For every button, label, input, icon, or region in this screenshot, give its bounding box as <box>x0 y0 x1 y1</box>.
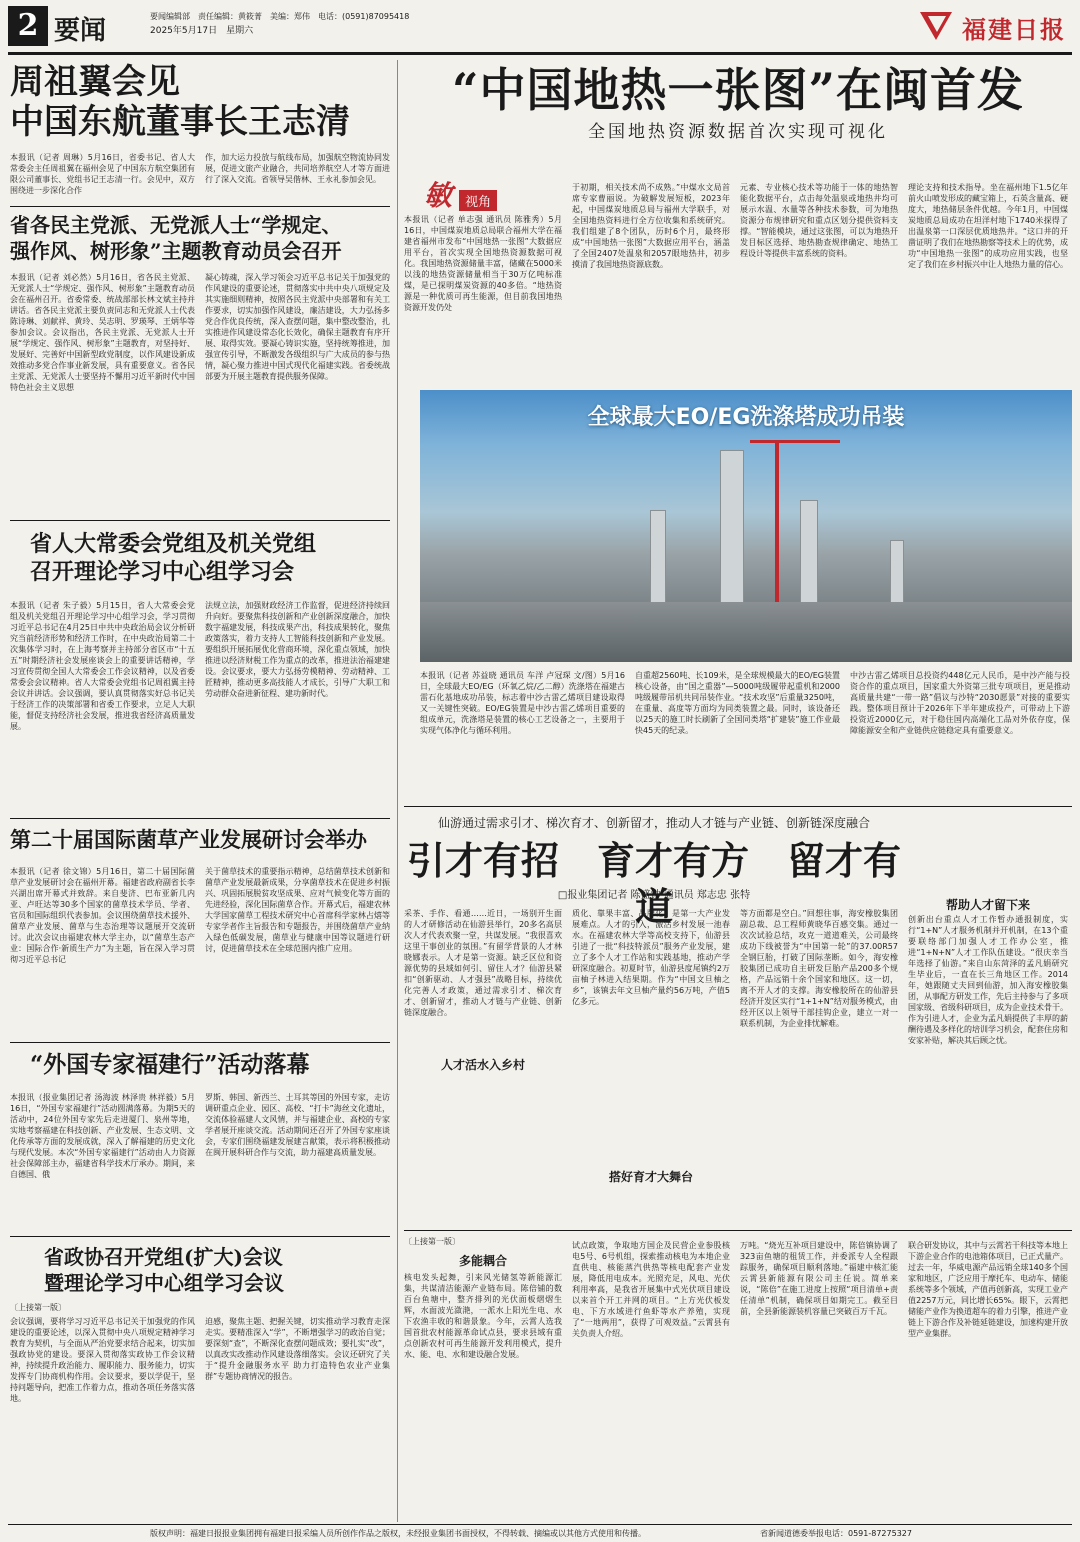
hero-body-col2: 于初期，相关技术尚不成熟。”中煤水文局首席专家曹丽说。为破解发展短板，2023年起，中国煤炭地质总局与福州大学联手，对全国地热资料进行全方位收集和系统研究。我们组建了8个团队，历时6个月，最终形成“中国地热一张图”大数据应用平台，涵盖了全国2407处温泉和2057眼地热井，初步摸清了我国地热资源底数。 <box>572 183 730 269</box>
article-body-col1: 本报讯（记者 徐文锦）5月16日，第二十届国际菌草产业发展研讨会在福州开幕。福建省政府副省长李兴湖出席开幕式并致辞。来自斐济、巴布亚新几内亚、卢旺达等30多个国家的菌草技术学员、学者、官员和国际组织代表参加。会议围绕菌草技术援外、菌草产业发展、菌草与生态治理等议题展开交流研讨。此次会议由福建农林大学主办，以“菌草生态产业：国际合作·新质生产力”为主题，旨在深入学习贯彻习近平总书记 <box>10 867 195 964</box>
section-rule <box>10 818 390 819</box>
hero-subtitle: 全国地热资源数据首次实现可视化 <box>588 122 888 142</box>
footer-copyright: 版权声明：福建日报报业集团拥有福建日报采编人员所创作作品之版权，未经报业集团书面授权，不得转载、摘编或以其他方式使用和传播。 <box>150 1529 646 1538</box>
article-body-col2: 迫感，聚焦主题、把握关键，切实推动学习教育走深走实。要精准深入“学”，不断增强学习的政治自觉；要深刻“查”，不断深化查摆问题成效；要扎实“改”，以真改实改推动作风建设落细落实。会议还研究了关于“提升金融服务水平 助力打造特色农业产业集群”专题协商情况的报告。 <box>205 1317 390 1381</box>
article-body-col2: 作，加大运力投放与航线布局，加强航空物流协同发展，促进文旅产业融合，共同培养航空人才等方面进行了深入交流。省领导吴偕林、王永礼参加会见。 <box>205 153 390 184</box>
article-talent <box>404 812 1072 1224</box>
photo-caption-title: 全球最大EO/EG洗涤塔成功吊装 <box>587 405 905 430</box>
article-title-line2: 召开理论学习中心组学习会 <box>30 559 295 585</box>
photo-text-col1: 本报讯（记者 苏益晓 通讯员 车洋 卢冠琛 文/图）5月16日，全球最大EO/EG（环氧乙烷/乙二醇）洗涤塔在福建古雷石化基地成功吊装，标志着中沙古雷乙烯项目建设取得又一关键性突破。EO/EG装置是中沙古雷乙烯项目重要的组成单元，洗涤塔是装置的核心工艺设备之一，主要用于实现气体净化与循环利用。 <box>420 671 625 735</box>
article-title: 第二十届国际菌草产业发展研讨会举办 <box>10 827 367 852</box>
energy-body-col1: 核电发头起舞，引来风光储氢等新能源汇集，共谋清洁能源产业链布局。陈倍铺的数百台鱼塘中，整齐排列的光伏面板熠熠生辉，水面波光潋滟，一派水上阳光生电、水下农渔丰收的和谐景象。今年，云霄人选我国首批农村能源革命试点县，要求县域有重点创新农村可再生能源开发利用模式，提升水、能、电、水和建设融合发展。 <box>404 1273 562 1359</box>
section-rule <box>404 1230 1072 1231</box>
logo-text: 福建日报 <box>962 15 1066 44</box>
article-body-col1: 会议强调，要将学习习近平总书记关于加强党的作风建设的重要论述，以深入贯彻中央八项规定精神学习教育为契机，与全面从严治党要求结合起来，切实加强政协党的建设。要深入贯彻落实政协工作会议精神，持续提升政治能力、履职能力、服务能力，切实发挥专门协商机构作用。会议要求，要以学促干，坚持问题导向，把准工作着力点，推动各项任务落实落地。 <box>10 1317 195 1403</box>
column-tag-sub: 视角 <box>459 190 497 211</box>
hero-article-geothermal <box>404 62 1072 410</box>
column-tag <box>424 174 524 212</box>
page-number-badge <box>8 6 48 46</box>
article-body-col2: 法规立法，加强财政经济工作监督，促进经济持续回升向好。要聚焦科技创新和产业创新深度融合，加快数字福建发展，科技成果产出，科技成果转化，聚焦政策落实，着力支持人工智能科技创新和产业发展。要组织开展拓展优化营商环境，深化重点领域，加快推进以经济财税工作为重点的改革，推进法治福建建设。会议要求，要大力弘扬劳模精神、劳动精神、工匠精神，推动更多高技能人才成长，引导广大职工和劳动群众奋进新征程、建功新时代。 <box>205 601 390 698</box>
article-title-line1: 省人大常委会党组及机关党组 <box>30 531 317 557</box>
article-juncao-conference <box>10 826 390 1036</box>
article-body-col2: 关于菌草技术的重要指示精神，总结菌草技术创新和菌草产业发展最新成果，分享菌草技术在促进乡村振兴、巩固拓展脱贫攻坚成果、应对气候变化等方面的先进经验，深化国际菌草合作。开幕式后，福建农林大学国家菌草工程技术研究中心首席科学家林占熺等专家学者作主旨报告和专题报告，并围绕菌草产业纳入绿色低碳发展，菌草业与健康中国等议题进行研讨，促进菌草技术在全球范围内推广应用。 <box>205 867 390 953</box>
article-title-line2: 强作风、树形象”主题教育动员会召开 <box>10 239 342 263</box>
talent-body-col1: 采茶、手作、看通……近日，一场别开生面的人才研修活动在仙游县举行，20多名高层次人才代表欢聚一堂，共谋发展。“我很喜欢这里干事创业的氛围。”有留学背景的人才林晓娜表示。人才是第一资源。缺乏区位和资源优势的县域如何引、留住人才？仙游县紧扣“创新驱动、人才强县”战略目标，持续优化完善人才政策，通过需求引才、梯次育才、创新留才，推动人才链与产业链、创新链深度融合。 <box>404 909 562 1017</box>
column-tag-main: 敏 <box>424 179 453 212</box>
talent-kicker: 仙游通过需求引才、梯次育才、创新留才，推动人才链与产业链、创新链深度融合 <box>437 816 870 830</box>
energy-subhead: 多能耦合 <box>458 1254 507 1268</box>
article-npc-study <box>10 530 390 810</box>
talent-subhead-2: 搭好育才大舞台 <box>608 1170 693 1184</box>
article-body-col1: 本报讯（报业集团记者 汤海波 林泽贵 林祥毅）5月16日，“外国专家福建行”活动圆满落幕。为期5天的活动中，24位外国专家先后走进厦门、泉州等地，实地考察福建在科技创新、产业发展、生态文明、文化传承等方面的发展成就，深入了解福建的历史文化与现代发展。本次“外国专家福建行”活动由人力资源社会保障部主办，福建省科学技术厅承办。期间，来自德国、俄 <box>10 1093 195 1179</box>
article-cppcc-meeting <box>10 1244 390 1520</box>
page-number: 2 <box>17 8 39 43</box>
article-body-col1: 本报讯（记者 刘必然）5月16日，省各民主党派、无党派人士“学规定、强作风、树形象”主题教育动员会在福州召开。省委常委、统战部部长林文斌主持并讲话。省各民主党派主要负责同志和无党派人士代表陈诗琳、刘献祥、黄玲、吴志明、罗瑛琴、王炳华等参加会议。会议指出，各民主党派、无党派人士开展“学规定、强作风、树形象”主题教育，对坚持好、发展好、完善好中国新型政党制度，以作风建设新成效推动多党合作事业新发展，具有重要意义。省各民主党派、无党派人士要坚持不懈用习近平新时代中国特色社会主义思想 <box>10 273 195 392</box>
hero-body-col3: 元素、专业核心技术等功能于一体的地热智能化数据平台，点击每处温泉或地热井均可展示水温、水量等各种技术参数，可为地热资源分布规律研究和重点区划分提供资料支撑。“智能模块，通过这张图，可以为地热开发目标区选择、地热勘查规律确定、地热工程设计等提供丰富系统的资料。 <box>740 183 898 258</box>
section-rule <box>404 806 1072 807</box>
talent-body-col3: 等方面都是空白。”回想往事，海安橡胶集团副总裁、总工程师黄晓华百感交集。通过一次次试验总结，攻克一道道难关，公司最终成功下线被誉为“中国第一轮”的37.00R57全钢巨胎，打破了国际垄断。如今，海安橡胶集团已成功自主研发巨胎产品200多个规格，产品远销十余个国家和地区。这一切，离不开人才的支撑。海安橡胶所在的仙游县经济开发区实行“1+1+N”结对服务模式，由经开区以上领导干部挂钩企业，建立一对一联系机制，为企业排忧解难。 <box>740 909 898 1028</box>
hero-body-col1: 本报讯（记者 单志强 通讯员 陈雅秀）5月16日，中国煤炭地质总局联合福州大学在福建省福州市发布“中国地热一张图”大数据应用平台，首次实现全国地热资源数据可视化。我国地热资源储量丰富，储藏在5000米以浅的地热资源储量相当于30万亿吨标准煤，是已探明煤炭资源的40多倍。“地热资源是一种优质可再生能源，但目前我国地热资源开发仍处 <box>404 215 562 312</box>
section-rule <box>10 520 390 521</box>
photo-story <box>420 670 1072 800</box>
article-title-line2: 中国东航董事长王志清 <box>10 102 350 142</box>
article-meeting-eastern-airlines <box>10 62 390 200</box>
masthead-rule <box>8 52 1072 55</box>
photo-text-col2: 自重超2560吨、长109米，是全球规模最大的EO/EG装置核心设备，由“国之重器”—5000吨级履带起重机和2000吨级履带吊机共同吊装作业。“技术攻坚”后重量3250吨，在重量、高度等方面均为同类装置之最。同时，该设备还以25天的施工时长刷新了全国同类塔“扩建装”施工作业最快45天的纪录。 <box>635 671 840 735</box>
talent-body-col4: 创新出台重点人才工作暂办通报制度，实行“1+N”人才服务机制并开机制，在13个重要联络部门加强人才工作办公室，推进“1+N+N”人才工作队伍建设。“很庆幸当年选择了仙游。”来自山东菏泽的孟凡娟研究生毕业后，一直在长三角地区工作。2014年，她跟随丈夫回到仙游，加入海安橡胶集团，从事配方研发工作，先后主持参与了多项国家级、省级科研项目，成为企业技术骨干。作为引进人才，企业为孟凡娟提供了丰厚的薪酬待遇及多样化的培训学习机会，配套住房和安家补贴，解决其后顾之忧。 <box>908 915 1068 1045</box>
article-title-line2: 暨理论学习中心组学习会议 <box>44 1271 284 1295</box>
talent-byline: □报业集团记者 陈盛钟 通讯员 郑志忠 张特 <box>557 890 751 901</box>
hero-title: “中国地热一张图”在闽首发 <box>452 63 1024 117</box>
talent-headline: 引才有招 育才有方 留才有道 <box>406 838 901 929</box>
section-rule <box>10 1042 390 1043</box>
energy-body-col2: 试点政策，争取地方国企及民营企业参股核电5号、6号机组，探索推动核电为本地企业直供电、核能蒸汽供热等核电配套产业发展，降低用电成本。光照充足，风电、光伏利用率高，是我省开展集中式光伏项目建设以来首个开工并网的项目。“上方光伏板发电、下方水域进行鱼虾等水产养殖，实现了“一地两用”，获得了可观效益。”云霄县有关负责人介绍。 <box>572 1241 730 1338</box>
article-title-line1: 省政协召开党组(扩大)会议 <box>44 1245 283 1269</box>
article-body-col1: 本报讯（记者 朱子毅）5月15日，省人大常委会党组及机关党组召开理论学习中心组学习会，学习贯彻习近平总书记在4月25日中共中央政治局会议分析研究当前经济形势和经济工作时，在中央政治局第二十次集体学习时，在上海考察并主持部分省区市“十五五”时期经济社会发展座谈会上的重要讲话精神，学习宣传贯彻全国人大常委会工作会议精神，以及省委常委会会议精神。省人大常委会党组书记周祖翼主持会议并讲话。会议强调，要认真贯彻落实好总书记关于经济工作的决策部署和省委工作要求，立足人大职能，督促支持经济社会发展，推进我省经济高质量发展。 <box>10 601 195 731</box>
footer-hotline: 省新闻道德委举报电话：0591-87275327 <box>760 1529 912 1538</box>
photo-washing-tower <box>420 390 1072 662</box>
article-title-line1: 省各民主党派、无党派人士“学规定、 <box>10 213 342 237</box>
energy-body-col3: 万吨。“烧光互补项目建设中，陈倍镇协调了323亩鱼塘的租赁工作，并委派专人全程跟踪服务，确保项目顺利落地。”福建中核汇能云霄县新能源有限公司主任说。简单来说，“陈倍”在施工进度上按照“项目清单+责任清单”机制，确保项目如期完工。截至目前，全县新能源装机容量已突破百万千瓦。 <box>740 1241 898 1316</box>
footer-rule <box>8 1524 1072 1525</box>
article-title: “外国专家福建行”活动落幕 <box>30 1051 310 1078</box>
plant-ground <box>420 602 1072 662</box>
article-title-line1: 周祖翼会见 <box>10 62 180 102</box>
section-rule <box>10 1236 390 1237</box>
article-democratic-parties <box>10 212 390 512</box>
section-rule <box>10 206 390 207</box>
article-body-col1: 本报讯（记者 周琳）5月16日，省委书记、省人大常委会主任周祖翼在福州会见了中国东方航空集团有限公司董事长、党组书记王志清一行。会见中，双方围绕进一步深化合作 <box>10 153 195 195</box>
article-body-col2: 凝心铸魂，深入学习领会习近平总书记关于加强党的作风建设的重要论述，贯彻落实中共中央八项规定及其实施细则精神，按照各民主党派中央部署和有关工作要求，切实加强作风建设，廉洁建设，大力弘扬多党合作优良传统，深入查摆问题，集中整改整治，扎实推进作风建设常态化长效化，确保主题教育有序开展、取得实效。要凝心铸识实施，坚持统筹推进，加强宣传引导，不断激发各级组织与广大成员的参与热情，凝心聚力推进中国式现代化福建实践。省委统战部要为开展主题教育提供服务保障。 <box>205 273 390 381</box>
logo-mark-icon <box>918 8 956 42</box>
continued-note: 〔上接第一版〕 <box>404 1237 460 1246</box>
talent-subhead-1: 人才活水入乡村 <box>440 1058 525 1072</box>
continued-note: 〔上接第一版〕 <box>10 1303 66 1312</box>
talent-subhead-3: 帮助人才留下来 <box>945 898 1030 912</box>
masthead <box>8 6 1072 50</box>
article-foreign-experts <box>10 1050 390 1230</box>
talent-body-col2: 质化、靠果丰富、品牌化，是第一大产业发展难点。人才的引入，激活乡村发展一池春水。在福建农林大学等高校支持下，仙游县引进了一批“科技特派员”服务产业发展，建立了多个人才工作站和实践基地，推动产学研深度融合。初夏时节，仙游县度尾镇约2万亩柚子林进入结果期。作为“中国文旦柚之乡”，该镇去年文旦柚产量约56万吨，产值5亿多元。 <box>572 909 730 1006</box>
column-divider <box>397 60 398 1522</box>
photo-text-col3: 中沙古雷乙烯项目总投资约448亿元人民币，是中沙产能与投资合作的重点项目，国家重大外资第三批专项项目，更是推动高质量共建“一带一路”倡议与沙特“2030愿景”对接的重要实践。整体项目预计于2026年下半年建成投产，可带动上下游投资近2000亿元，对于稳住国内高端化工品对外依存度，保障能源安全和产业链供应链稳定具有重要意义。 <box>850 671 1070 735</box>
energy-body-col4: 联合研发协议，其中与云霄若干科技等本地上下游企业合作的电池箱体项目，已正式量产。过去一年，华威电源产品远销全球140多个国家和地区，广泛应用于摩托车、电动车、储能系统等多个领域，产值再创新高，实现工业产值2257万元，同比增长65%。眼下，云霄把储能产业作为换道超车的着力引擎，推进产业链上下游合作及补链延链建设，加速构建开放型产业集群。 <box>908 1241 1068 1338</box>
crane-jib <box>750 440 840 443</box>
hero-body-col4: 理论支持和技术指导。坐在福州地下1.5亿年前火山喷发形成的藏宝箱上，石英含量高、硬度大，地热储层条件优越。今年1月，中国煤炭地质总局成功在坦洋村地下1740米探得了出温泉第一口深层优质地热井。“这口井的开凿证明了我们在地热勘察等技术上的优势，成功“中国地热一张图”的成功应用实践，也坚定了我们在乡村振兴中让人地热力量的信心。 <box>908 183 1068 269</box>
article-body-col2: 罗斯、韩国、新西兰、土耳其等国的外国专家，走访调研重点企业、园区、高校、“打卡”海丝文化遗址，交流体验福建人文风情，并与福建企业、高校的专家学者展开座谈交流。活动期间还召开了外国专家座谈会，专家们围绕福建发展建言献策，表示将积极推动在闽开展科研合作与交流，助力福建高质量发展。 <box>205 1093 390 1157</box>
issue-date: 2025年5月17日 星期六 <box>150 26 254 36</box>
article-energy-continued <box>404 1236 1072 1520</box>
section-label: 要闻 <box>54 16 107 46</box>
logo <box>918 8 1068 44</box>
editors-line: 要闻编辑部 责任编辑：黄筱菁 美编：郑伟 电话：(0591)87095418 <box>150 12 410 21</box>
